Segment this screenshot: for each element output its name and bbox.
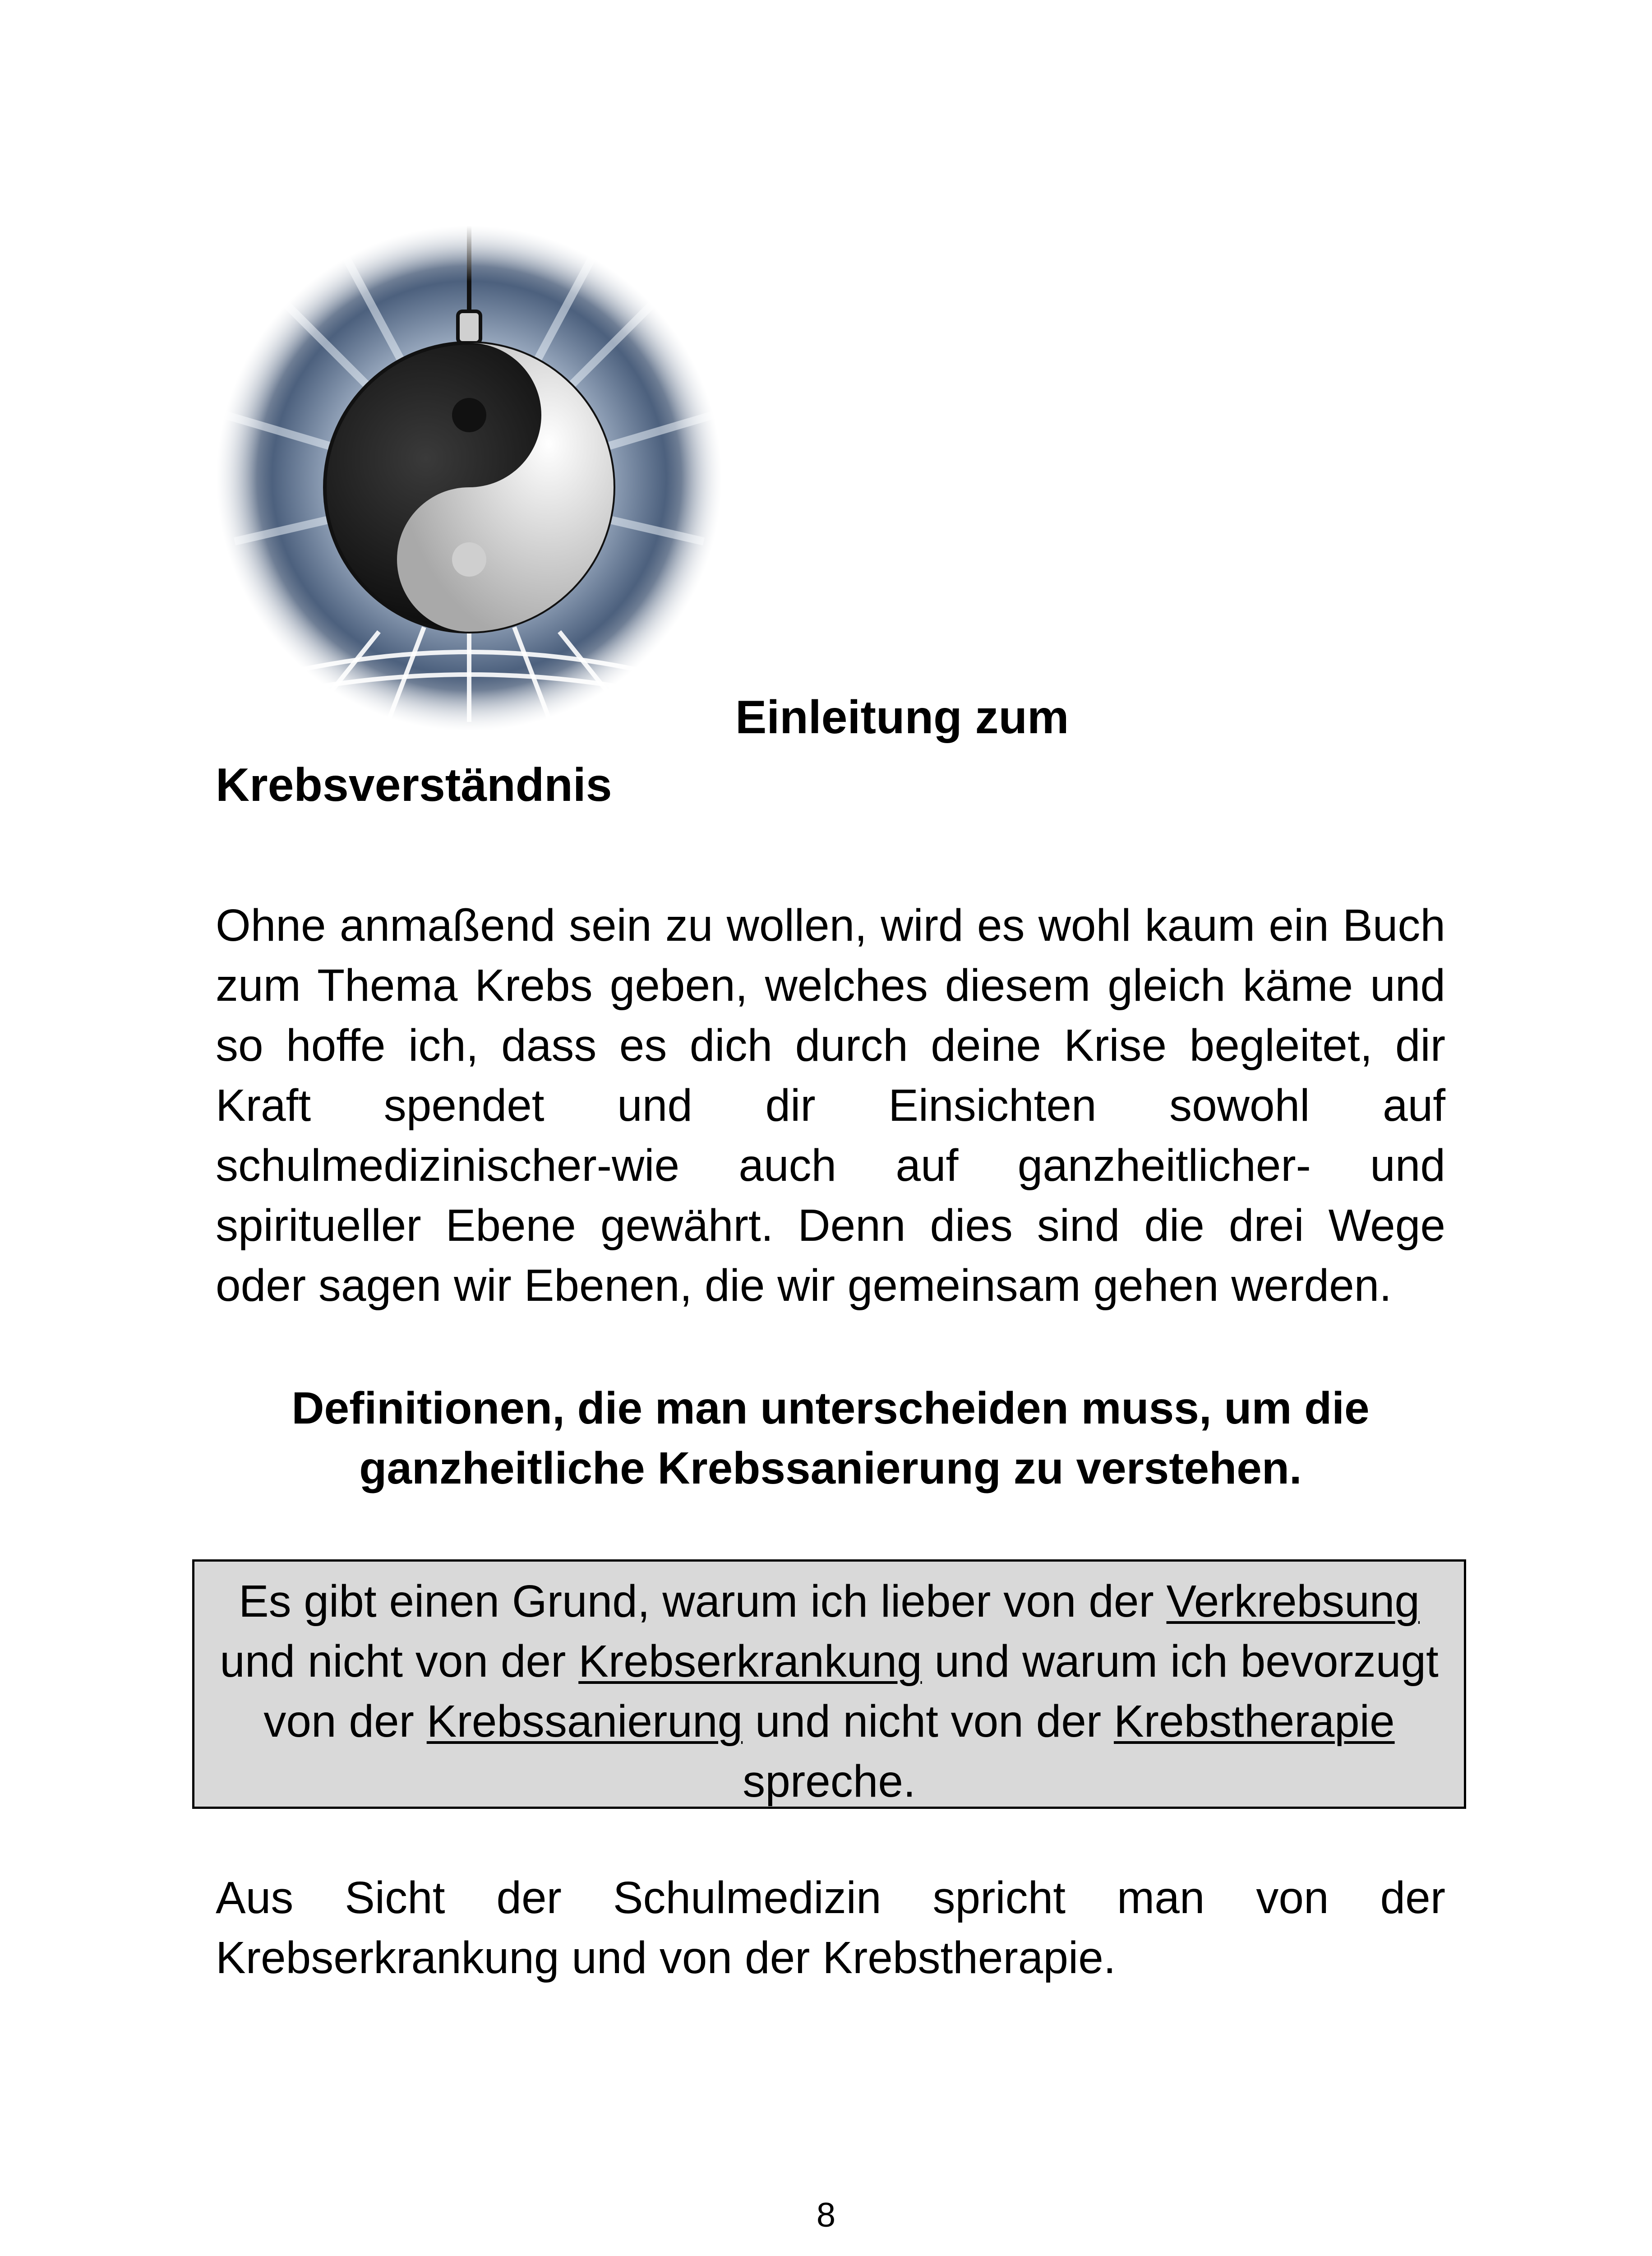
term-verkrebsung: Verkrebsung (1166, 1576, 1420, 1627)
info-box-text (212, 1572, 1446, 1812)
term-krebstherapie: Krebstherapie (1113, 1696, 1395, 1747)
definition-heading-line1: Definitionen, die man unterscheiden muss, um die (291, 1383, 1370, 1433)
term-krebserkrankung: Krebserkrankung (578, 1636, 922, 1687)
definition-heading-line2: ganzheitliche Krebssanierung zu verstehen. (359, 1443, 1302, 1493)
chapter-title-line1: Einleitung zum (735, 691, 1069, 744)
info-box-text-part3: und warum ich bevorzugt von der (263, 1636, 1439, 1747)
page-number: 8 (816, 2196, 836, 2234)
definition-info-box (192, 1559, 1466, 1809)
info-box-text-part5: spreche. (743, 1756, 916, 1807)
info-box-text-part1: Es gibt einen Grund, warum ich lieber von der (238, 1576, 1167, 1627)
chapter-title-line2: Krebsverständnis (216, 759, 612, 811)
intro-paragraph: Ohne anmaßend sein zu wollen, wird es wohl kaum ein Buch zum Thema Krebs geben, welches diesem gleich käme und so hoffe ich, dass es dich durch deine Krise begleitet, dir Kraft spendet und dir Einsichten sowohl auf schulmedizinischer-wie auch auf ganzheitlicher- und spiritueller Ebene gewährt. Denn dies sind die drei Wege oder sagen wir Ebenen, die wir gemeinsam gehen werden. (216, 900, 1445, 1311)
definition-heading (216, 1378, 1445, 1498)
info-box-text-part4: und nicht von der (743, 1696, 1114, 1747)
closing-paragraph: Aus Sicht der Schulmedizin spricht man von der Krebserkrankung und von der Krebstherapie. (216, 1872, 1445, 1983)
info-box-text-part2: und nicht von der (220, 1636, 579, 1687)
term-krebssanierung: Krebssanierung (426, 1696, 743, 1747)
yin-yang-pendant-icon (217, 226, 722, 731)
